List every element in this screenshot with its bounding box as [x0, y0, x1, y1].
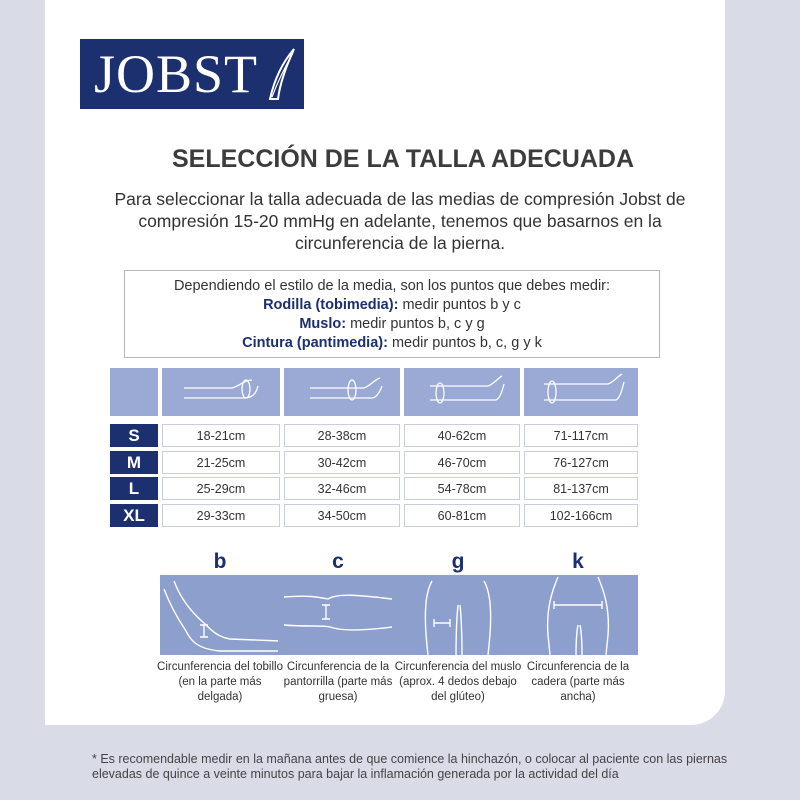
table-cell: 18-21cm: [162, 424, 280, 447]
leg-k-icon: [524, 368, 638, 416]
table-corner: [110, 368, 158, 416]
hip-icon: [518, 575, 638, 655]
hip-figure: [518, 575, 638, 655]
table-cell: 54-78cm: [404, 477, 520, 500]
leg-diagram-g: [404, 368, 520, 416]
intro-text: Para seleccionar la talla adecuada de las medias de compresión Jobst de compresión 15-20 mmHg en adelante, tenemos que basarnos en la circunferencia de la pierna.: [114, 189, 686, 253]
table-cell: 28-38cm: [284, 424, 400, 447]
table-cell: 25-29cm: [162, 477, 280, 500]
size-label: XL: [110, 504, 158, 527]
leg-diagram-b: [162, 368, 280, 416]
table-cell: 81-137cm: [524, 477, 638, 500]
table-cell: 30-42cm: [284, 451, 400, 474]
jobst-logo: [80, 39, 304, 109]
leaf-icon: [264, 45, 298, 103]
leg-c-icon: [284, 368, 400, 416]
point-letter-k: k: [572, 550, 584, 573]
instructions-line: Dependiendo el estilo de la media, son los puntos que debes medir:: [173, 278, 611, 294]
calf-figure: [278, 575, 398, 655]
footnote: * Es recomendable medir en la mañana antes de que comience la hinchazón, o colocar al paciente con las piernas elevadas de quince a veinte minutos para bajar la inflamación generada por la actividad del día: [92, 752, 728, 781]
point-caption-g: Circunferencia del muslo (aprox. 4 dedos debajo del glúteo): [394, 661, 522, 703]
instruction-row-rodilla: Rodilla (tobimedia): medir puntos b y c: [263, 297, 521, 313]
point-caption-c: Circunferencia de la pantorrilla (parte más gruesa): [283, 661, 393, 703]
point-letter-b: b: [213, 550, 227, 573]
ankle-icon: [160, 575, 280, 655]
leg-g-icon: [404, 368, 520, 416]
leg-diagram-c: [284, 368, 400, 416]
table-cell: 102-166cm: [524, 504, 638, 527]
table-cell: 76-127cm: [524, 451, 638, 474]
instruction-row-cintura: Cintura (pantimedia): medir puntos b, c, g y k: [242, 335, 542, 351]
leg-diagram-k: [524, 368, 638, 416]
size-label: L: [110, 477, 158, 500]
page-title: SELECCIÓN DE LA TALLA ADECUADA: [171, 145, 635, 173]
table-cell: 71-117cm: [524, 424, 638, 447]
calf-icon: [278, 575, 398, 655]
table-cell: 60-81cm: [404, 504, 520, 527]
table-cell: 34-50cm: [284, 504, 400, 527]
table-cell: 29-33cm: [162, 504, 280, 527]
table-cell: 46-70cm: [404, 451, 520, 474]
thigh-icon: [398, 575, 518, 655]
instruction-row-muslo: Muslo: medir puntos b, c y g: [299, 316, 485, 332]
point-letter-g: g: [451, 550, 465, 573]
thigh-figure: [398, 575, 518, 655]
point-caption-k: Circunferencia de la cadera (parte más ancha): [526, 661, 630, 703]
point-caption-b: Circunferencia del tobillo (en la parte más delgada): [157, 661, 283, 703]
logo-text: JOBST: [94, 44, 259, 104]
instructions-box: [124, 270, 660, 358]
size-label: M: [110, 451, 158, 474]
point-letter-c: c: [332, 550, 344, 573]
ankle-figure: [160, 575, 280, 655]
table-cell: 32-46cm: [284, 477, 400, 500]
table-cell: 21-25cm: [162, 451, 280, 474]
table-cell: 40-62cm: [404, 424, 520, 447]
size-label: S: [110, 424, 158, 447]
leg-b-icon: [162, 368, 280, 416]
